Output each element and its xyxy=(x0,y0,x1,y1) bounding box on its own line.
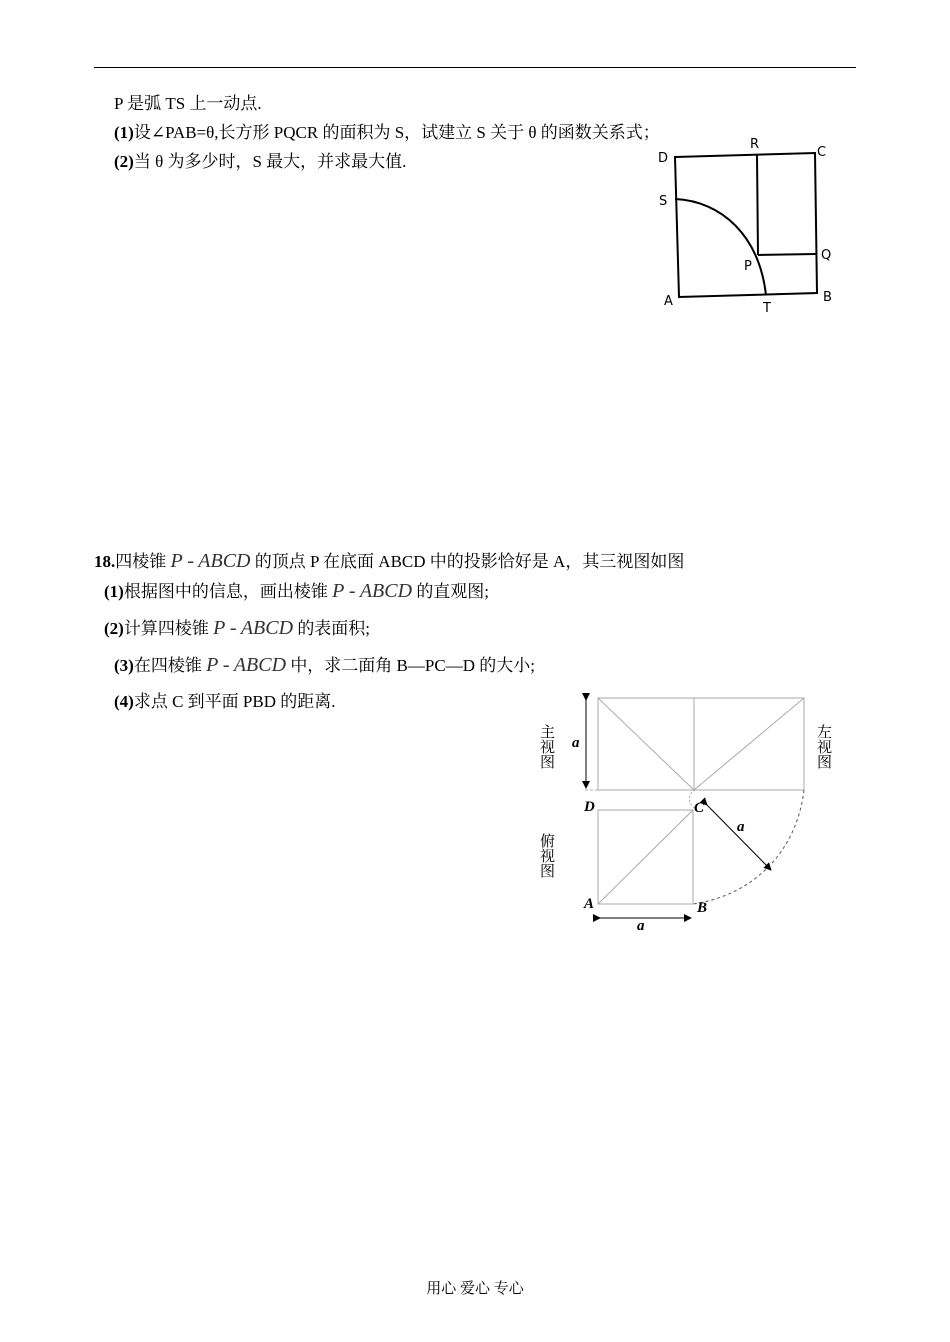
p17-question-2: (2)当 θ 为多少时，S 最大，并求最大值. xyxy=(114,152,407,171)
p17-figure xyxy=(655,135,835,316)
label-T: T xyxy=(763,301,771,316)
top-view-label: 俯视图 xyxy=(538,833,556,878)
top-view-shape xyxy=(598,810,693,904)
dim-label-width: a xyxy=(637,918,645,934)
p18-question-2: (2)计算四棱锥 P - ABCD 的表面积; xyxy=(104,617,371,639)
point-B: B xyxy=(697,900,708,916)
point-D: D xyxy=(584,799,595,815)
label-B: B xyxy=(823,290,832,305)
p18-question-4: (4)求点 C 到平面 PBD 的距离. xyxy=(114,692,336,711)
dim-label-radius: a xyxy=(737,819,745,835)
label-C: C xyxy=(817,145,827,160)
dim-label-height: a xyxy=(572,735,580,751)
label-Q: Q xyxy=(821,248,832,263)
front-view-label: 主视图 xyxy=(538,724,556,769)
side-view-shape xyxy=(694,698,804,790)
label-S: S xyxy=(659,194,668,209)
side-view-label: 左视图 xyxy=(815,724,833,769)
p17-intro-line: P 是弧 TS 上一动点. xyxy=(114,94,262,113)
label-R: R xyxy=(750,137,760,152)
label-A: A xyxy=(664,294,673,309)
label-P: P xyxy=(744,259,752,274)
page-footer: 用心 爱心 专心 xyxy=(426,1281,524,1297)
front-view-shape xyxy=(598,698,694,790)
label-D: D xyxy=(658,151,669,166)
header-rule xyxy=(94,67,856,68)
p18-intro: 18.四棱锥 P - ABCD 的顶点 P 在底面 ABCD 中的投影恰好是 A，其三视图如图 xyxy=(94,550,685,572)
radius-dimension xyxy=(707,805,771,870)
p18-question-1: (1)根据图中的信息，画出棱锥 P - ABCD 的直观图; xyxy=(104,580,490,602)
three-view-figure xyxy=(535,690,855,940)
point-A: A xyxy=(584,896,595,912)
p18-question-3: (3)在四棱锥 P - ABCD 中，求二面角 B—PC—D 的大小; xyxy=(114,654,535,676)
p17-question-1: (1)设∠PAB=θ,长方形 PQCR 的面积为 S，试建立 S 关于 θ 的函数关系式； xyxy=(114,123,660,142)
point-C: C xyxy=(694,800,705,816)
